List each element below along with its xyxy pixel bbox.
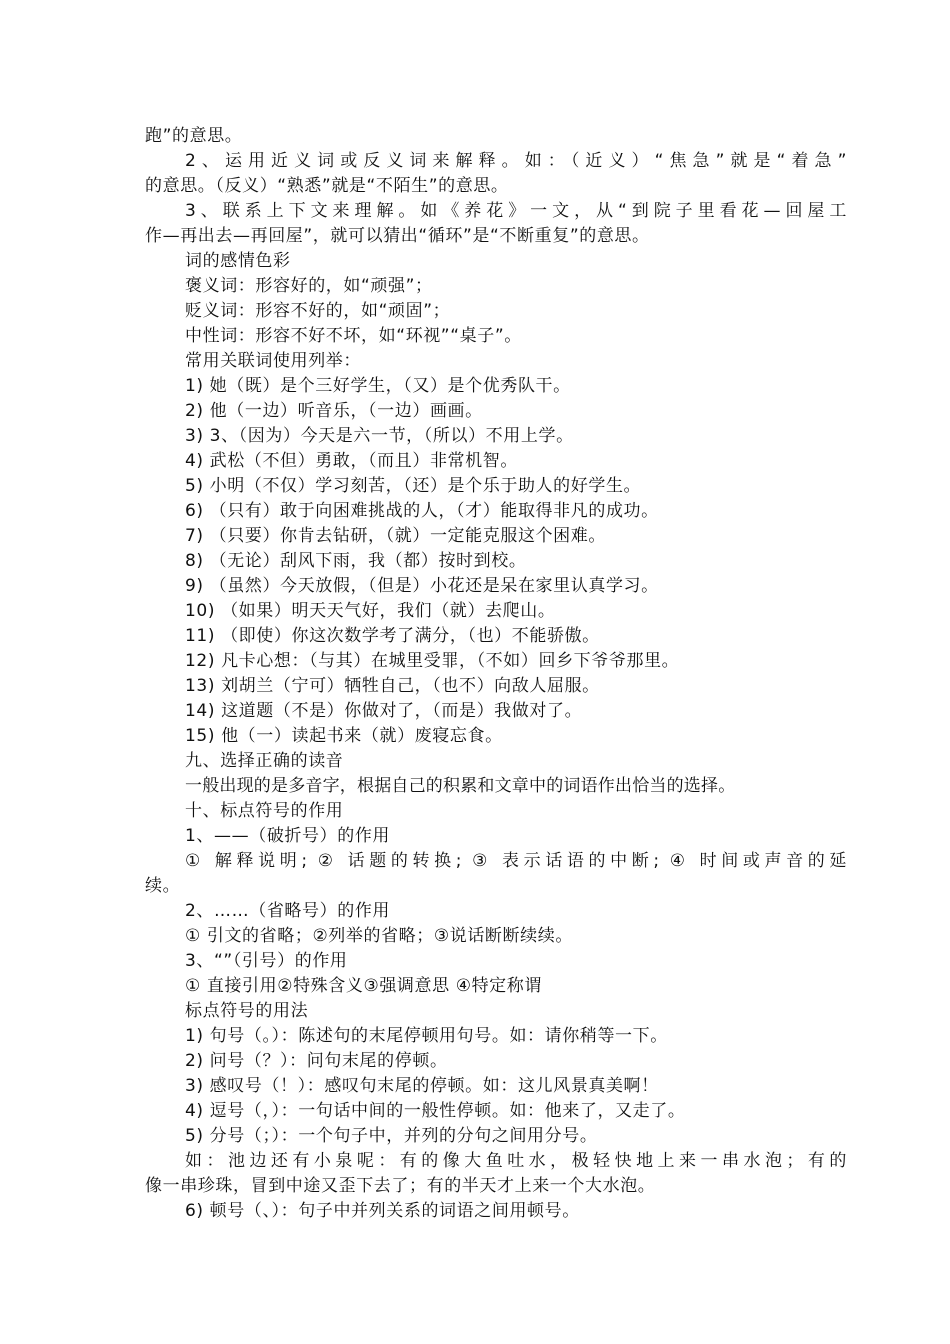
text-line: 2、……（省略号）的作用: [185, 901, 391, 921]
list-item: 3) 感叹号（！）：感叹句末尾的停顿。如：这儿风景真美啊！: [185, 1076, 659, 1096]
list-item: 4) 逗号（，）：一句话中间的一般性停顿。如：他来了，又走了。: [185, 1101, 686, 1121]
text-line: 跑”的意思。: [145, 126, 243, 146]
list-item: 14) 这道题（不是）你做对了，（而是）我做对了。: [185, 701, 583, 721]
text-line: 续。: [145, 876, 181, 896]
list-item: 5) 小明（不仅）学习刻苦，（还）是个乐于助人的好学生。: [185, 476, 642, 496]
list-item: 2) 问号（？）：问句末尾的停顿。: [185, 1051, 448, 1071]
list-item: 5) 分号（；）：一个句子中，并列的分句之间用分号。: [185, 1126, 598, 1146]
list-item: 12) 凡卡心想：（与其）在城里受罪，（不如）回乡下爷爷那里。: [185, 651, 680, 671]
text-line: 2、运用近义词或反义词来解释。如：（近义）“焦急”就是“着急”: [185, 151, 847, 171]
text-line: 中性词：形容不好不坏，如“环视”“桌子”。: [185, 326, 522, 346]
text-line: 一般出现的是多音字，根据自己的积累和文章中的词语作出恰当的选择。: [185, 776, 736, 796]
text-line: 褒义词：形容好的，如“顽强”；: [185, 276, 433, 296]
list-item: 13) 刘胡兰（宁可）牺牲自己，（也不）向敌人屈服。: [185, 676, 600, 696]
text-line: 3、联系上下文来理解。如《养花》一文，从“到院子里看花—回屋工: [185, 201, 847, 221]
text-line: 3、“”（引号）的作用: [185, 951, 348, 971]
list-item: 4) 武松（不但）勇敢，（而且）非常机智。: [185, 451, 518, 471]
text-line: 像一串珍珠，冒到中途又歪下去了；有的半天才上来一个大水泡。: [145, 1176, 656, 1196]
text-line: 贬义词：形容不好的，如“顽固”；: [185, 301, 451, 321]
list-item: 8) （无论）刮风下雨，我（都）按时到校。: [185, 551, 527, 571]
section-heading: 常用关联词使用列举：: [185, 351, 361, 371]
text-line: 1、——（破折号）的作用: [185, 826, 391, 846]
list-item: 10) （如果）明天天气好，我们（就）去爬山。: [185, 601, 556, 621]
text-line: ① 直接引用②特殊含义③强调意思 ④特定称谓: [185, 976, 542, 996]
text-line: 作—再出去—再回屋”，就可以猜出“循环”是“不断重复”的意思。: [145, 226, 650, 246]
list-item: 6) （只有）敢于向困难挑战的人，（才）能取得非凡的成功。: [185, 501, 659, 521]
text-line: ① 解释说明; ② 话题的转换; ③ 表示话语的中断; ④ 时间或声音的延: [185, 851, 847, 871]
text-line: ① 引文的省略；②列举的省略；③说话断断续续。: [185, 926, 573, 946]
section-heading: 十、标点符号的作用: [185, 801, 344, 821]
list-item: 15) 他（一）读起书来（就）废寝忘食。: [185, 726, 503, 746]
text-line: 如：池边还有小泉呢：有的像大鱼吐水，极轻快地上来一串水泡；有的: [185, 1151, 847, 1171]
list-item: 1) 她（既）是个三好学生，（又）是个优秀队干。: [185, 376, 571, 396]
section-heading: 词的感情色彩: [185, 251, 291, 271]
list-item: 2) 他（一边）听音乐，（一边）画画。: [185, 401, 483, 421]
section-heading: 九、选择正确的读音: [185, 751, 344, 771]
list-item: 9) （虽然）今天放假，（但是）小花还是呆在家里认真学习。: [185, 576, 659, 596]
text-line: 的意思。（反义）“熟悉”就是“不陌生”的意思。: [145, 176, 509, 196]
list-item: 6) 顿号（、）：句子中并列关系的词语之间用顿号。: [185, 1201, 580, 1221]
list-item: 7) （只要）你肯去钻研，（就）一定能克服这个困难。: [185, 526, 606, 546]
section-heading: 标点符号的用法: [185, 1001, 309, 1021]
list-item: 11) （即使）你这次数学考了满分，（也）不能骄傲。: [185, 626, 600, 646]
list-item: 1) 句号（。）：陈述句的末尾停顿用句号。如：请你稍等一下。: [185, 1026, 668, 1046]
list-item: 3) 3、（因为）今天是六一节，（所以）不用上学。: [185, 426, 574, 446]
